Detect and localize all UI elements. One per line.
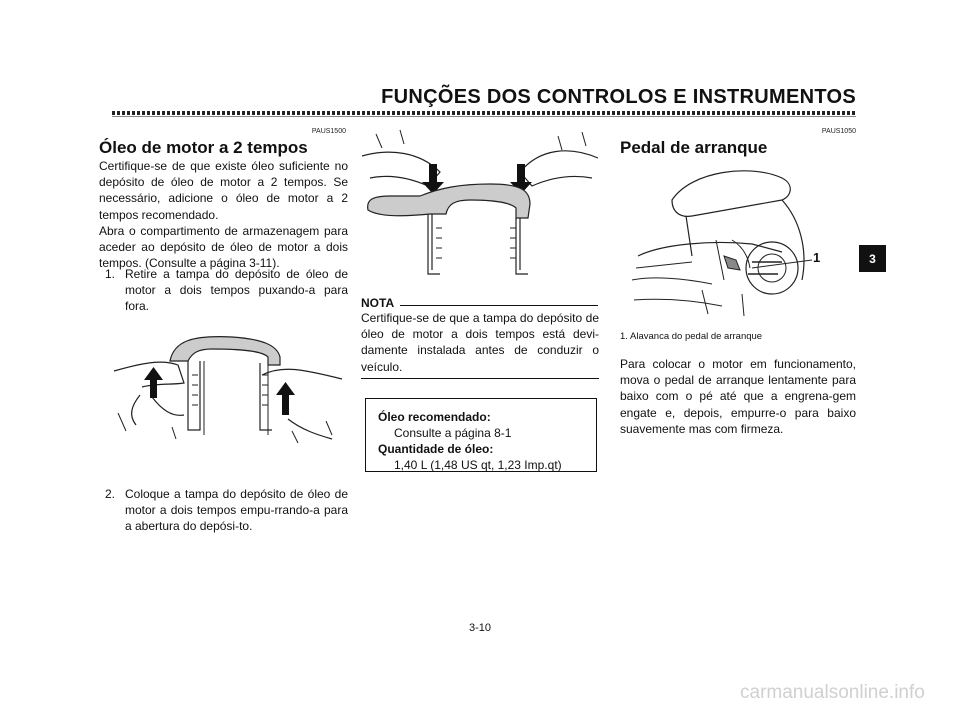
kick-paragraph: Para colocar o motor em funcionamento, mova o pedal de arranque lentamente para baixo com o pé até que a engrena-gem engate e, depois, empurre-o para baixo suavemente mas com firmeza. — [620, 357, 856, 436]
oil-paragraph-1: Certifique-se de que existe óleo suficiente no depósito de óleo de motor a 2 tempos. Se necessário, adicione o óleo de motor a 2 tempos recomendado. — [99, 159, 348, 222]
section-code-kick: PAUS1050 — [821, 128, 856, 135]
nota-rule-top — [400, 305, 598, 306]
callout-number: 1 — [813, 250, 821, 265]
cap-install-illustration — [360, 128, 600, 288]
nota-title: NOTA — [361, 296, 395, 310]
step-1 — [99, 266, 348, 315]
page-header-title: FUNÇÕES DOS CONTROLOS E INSTRUMENTOS — [381, 86, 856, 108]
recommended-oil-label: Óleo recomendado: — [378, 410, 491, 424]
step-2-number: 2. — [105, 487, 116, 501]
kick-starter-illustration — [632, 160, 822, 320]
watermark: carmanualsonline.info — [740, 682, 925, 703]
header-rule — [112, 111, 856, 115]
oil-paragraph-2: Abra o compartimento de armazenagem para aceder ao depósito de óleo de motor a dois tempos. (Consulte a página 3-11). — [99, 223, 348, 271]
chapter-tab[interactable] — [859, 245, 886, 272]
oil-spec-box — [365, 398, 597, 472]
oil-steps-2 — [99, 486, 348, 535]
nota-text: Certifique-se de que a tampa do depósito de óleo de motor a dois tempos está devi-damente instalada antes de conduzir o veículo. — [361, 311, 599, 374]
cap-removal-illustration — [112, 335, 352, 445]
nota-rule-bottom — [361, 378, 599, 379]
kick-caption: 1. Alavanca do pedal de arranque — [620, 331, 763, 342]
recommended-oil-value: Consulte a página 8-1 — [394, 426, 512, 440]
oil-intro-text — [99, 158, 348, 271]
oil-quantity-value: 1,40 L (1,48 US qt, 1,23 Imp.qt) — [394, 458, 562, 472]
section-code-oil: PAUS1500 — [311, 128, 346, 135]
step-1-number: 1. — [105, 267, 116, 281]
step-2-text: Coloque a tampa do depósito de óleo de motor a dois tempos empu-rrando-a para a abertura do depósi-to. — [125, 487, 348, 534]
step-2 — [99, 486, 348, 535]
oil-quantity-label: Quantidade de óleo: — [378, 442, 494, 456]
chapter-tab-number: 3 — [869, 251, 876, 266]
page-number: 3-10 — [468, 622, 492, 634]
section-heading-oil: Óleo de motor a 2 tempos — [99, 138, 308, 157]
oil-steps-1 — [99, 266, 348, 315]
step-1-text: Retire a tampa do depósito de óleo de motor a dois tempos puxando-a para fora. — [125, 267, 348, 314]
header-rule-thin — [112, 116, 856, 117]
section-heading-kick: Pedal de arranque — [620, 138, 768, 157]
